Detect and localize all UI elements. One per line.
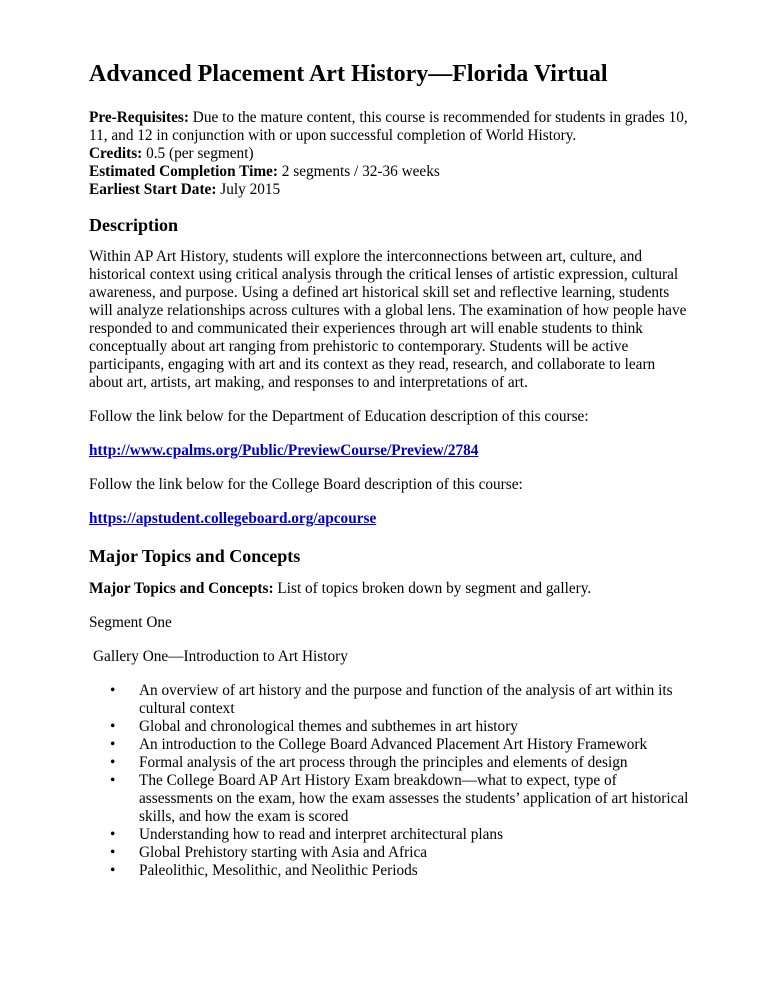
prerequisites-label: Pre-Requisites:: [89, 108, 189, 126]
completion-time-text: 2 segments / 32-36 weeks: [277, 162, 440, 180]
description-body: Within AP Art History, students will explore the interconnections between art, culture, and historical context using critical analysis through the critical lenses of artistic expression, cultural awareness, and purpose. Using a defined art historical skill set and reflective learning, students will analyze relationships across cultures with a global lens. The examination of how people have responded to and communicated their experiences through art will enable students to think conceptually about art ranging from prehistoric to contemporary. Students will be active participants, engaging with art and its context as they read, research, and collaborate to learn about art, artists, art making, and responses to and interpretations of art.: [89, 248, 687, 392]
start-date-text: July 2015: [216, 180, 281, 198]
topics-intro-text: List of topics broken down by segment and gallery.: [273, 579, 592, 597]
list-item-text: The College Board AP Art History Exam breakdown—what to expect, type of assessments on the exam, how the exam assesses the students’ application of art historical skills, and how the exam is scored: [139, 771, 689, 825]
list-item: [110, 843, 689, 862]
topics-intro-label: Major Topics and Concepts:: [89, 579, 274, 597]
bullet-icon: •: [110, 771, 116, 789]
start-date: [89, 181, 689, 199]
bullet-icon: •: [110, 735, 116, 753]
list-item: [110, 771, 689, 826]
list-item-text: An overview of art history and the purpose and function of the analysis of art within its cultural context: [139, 681, 673, 717]
course-meta: [89, 109, 689, 199]
list-item: [110, 681, 689, 718]
topics-heading: Major Topics and Concepts: [89, 546, 301, 567]
list-item: [110, 735, 689, 754]
start-date-label: Earliest Start Date:: [89, 180, 217, 198]
topics-list: [89, 682, 689, 880]
doe-course-link[interactable]: http://www.cpalms.org/Public/PreviewCourse/Preview/2784: [89, 442, 479, 460]
bullet-icon: •: [110, 681, 116, 699]
list-item-text: Understanding how to read and interpret architectural plans: [139, 825, 504, 843]
bullet-icon: •: [110, 861, 116, 879]
credits-text: 0.5 (per segment): [142, 144, 254, 162]
list-item: [110, 825, 689, 844]
collegeboard-course-link[interactable]: https://apstudent.collegeboard.org/apcourse: [89, 510, 377, 528]
list-item-text: An introduction to the College Board Advanced Placement Art History Framework: [139, 735, 648, 753]
list-item-text: Formal analysis of the art process through the principles and elements of design: [139, 753, 628, 771]
bullet-icon: •: [110, 825, 116, 843]
doe-link-intro: Follow the link below for the Department of Education description of this course:: [89, 408, 589, 426]
topics-intro: [89, 580, 689, 598]
collegeboard-link-intro: Follow the link below for the College Board description of this course:: [89, 476, 523, 494]
gallery-label: Gallery One—Introduction to Art History: [93, 647, 348, 665]
list-item: [110, 753, 689, 772]
list-item-text: Global Prehistory starting with Asia and Africa: [139, 843, 428, 861]
completion-time-label: Estimated Completion Time:: [89, 162, 278, 180]
completion-time: [89, 163, 689, 181]
list-item-text: Global and chronological themes and subthemes in art history: [139, 717, 518, 735]
bullet-icon: •: [110, 717, 116, 735]
segment-label: Segment One: [89, 613, 172, 631]
list-item-text: Paleolithic, Mesolithic, and Neolithic Periods: [139, 861, 418, 879]
prerequisites-text: Due to the mature content, this course is recommended for students in grades 10, 11, and 12 in conjunction with or upon successful completion of World History.: [89, 108, 688, 144]
description-heading: Description: [89, 214, 178, 235]
bullet-icon: •: [110, 843, 116, 861]
page-title: Advanced Placement Art History—Florida Virtual: [89, 61, 608, 87]
list-item: [110, 717, 689, 736]
document-page: [89, 60, 689, 880]
credits: [89, 145, 689, 163]
list-item: [110, 861, 689, 880]
prerequisites: [89, 109, 689, 145]
credits-label: Credits:: [89, 144, 143, 162]
bullet-icon: •: [110, 753, 116, 771]
